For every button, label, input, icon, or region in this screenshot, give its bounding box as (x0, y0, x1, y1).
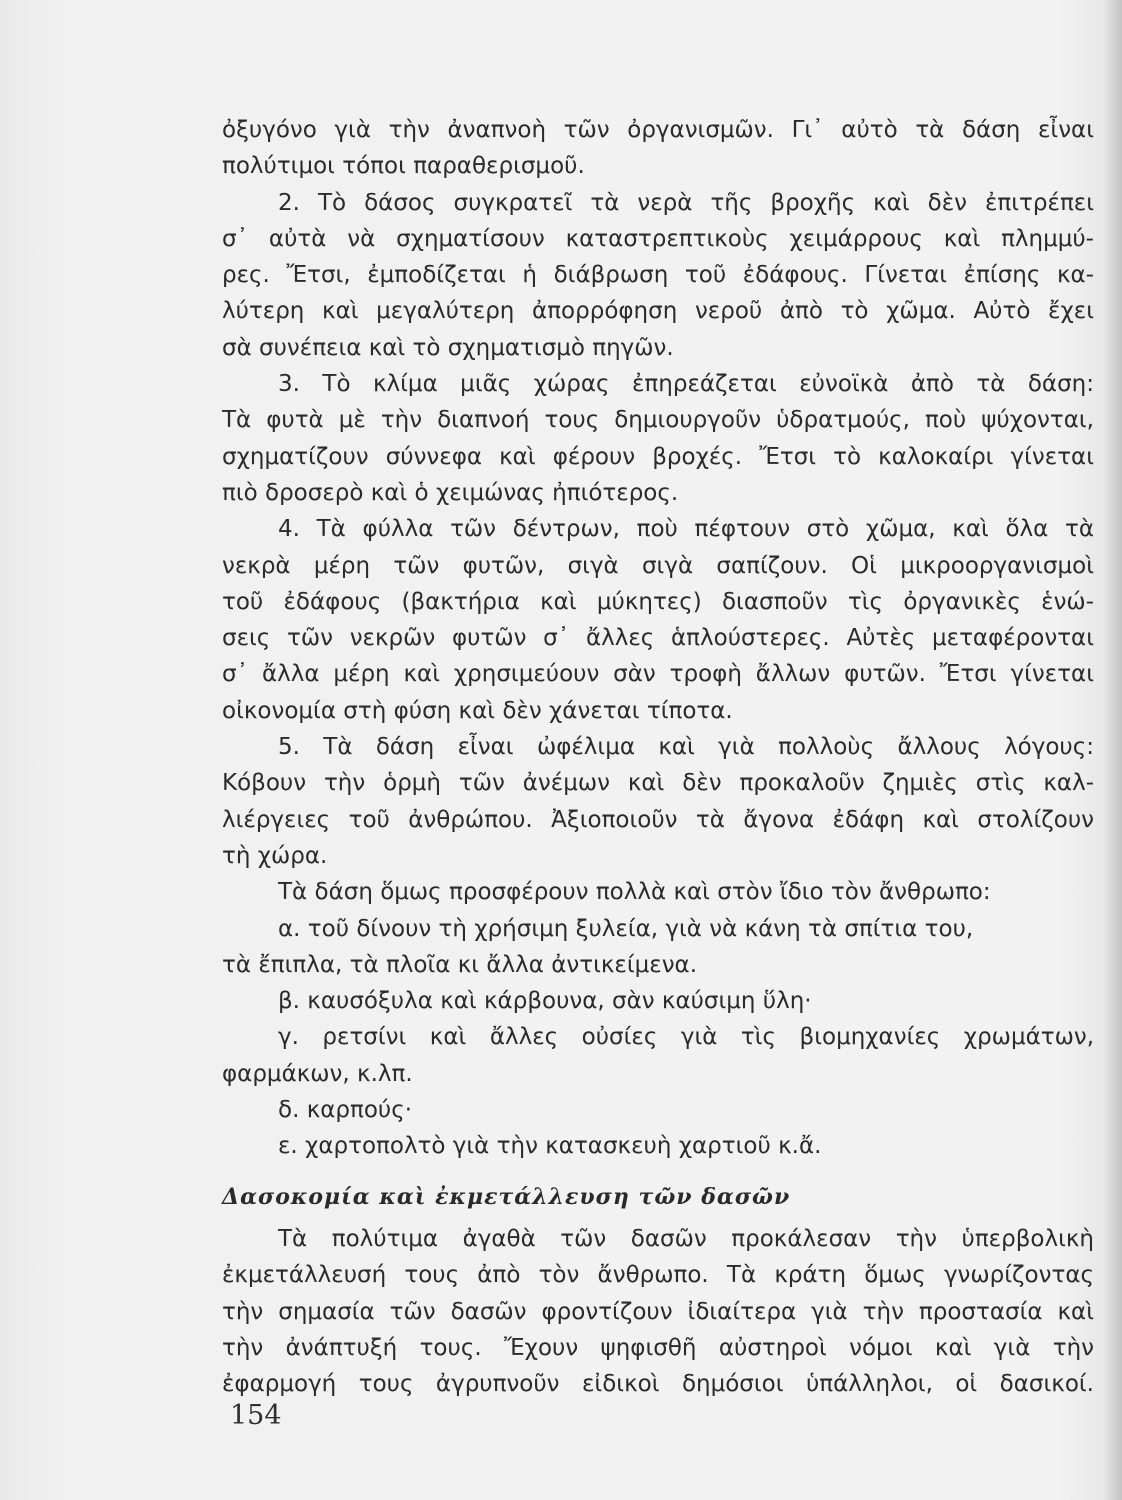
text-line: 3. Τὸ κλίμα μιᾶς χώρας ἐπηρεάζεται εὐνοϊκὰ ἀπὸ τὰ δάση: (278, 371, 1094, 398)
text-line: τὴν ἀνάπτυξή τους. Ἔχουν ψηφισθῆ αὐστηροὶ νόμοι καὶ γιὰ τὴν (222, 1334, 1094, 1361)
list-item: ε. χαρτοπολτὸ γιὰ τὴν κατασκευὴ χαρτιοῦ κ.ἄ. (278, 1133, 822, 1160)
text-line: Τὰ δάση ὅμως προσφέρουν πολλὰ καὶ στὸν ἴδιο τὸν ἄνθρωπο: (278, 879, 991, 906)
text-line: λύτερη καὶ μεγαλύτερη ἀπορρόφηση νεροῦ ἀπὸ τὸ χῶμα. Αὐτὸ ἔχει (222, 298, 1094, 325)
text-line: τὴ χώρα. (222, 842, 328, 869)
section-heading: Δασοκομία καὶ ἐκμετάλλευση τῶν δασῶν (222, 1183, 791, 1210)
text-line: σχηματίζουν σύννεφα καὶ φέρουν βροχές. Ἔτσι τὸ καλοκαίρι γίνεται (222, 443, 1094, 470)
text-line: ὀξυγόνο γιὰ τὴν ἀναπνοὴ τῶν ὀργανισμῶν. Γι᾽ αὐτὸ τὰ δάση εἶναι (222, 117, 1094, 143)
text-line: ρες. Ἔτσι, ἐμποδίζεται ἡ διάβρωση τοῦ ἐδάφους. Γίνεται ἐπίσης κα- (222, 262, 1094, 289)
text-line: σ᾽ ἄλλα μέρη καὶ χρησιμεύουν σὰν τροφὴ ἄλλων φυτῶν. Ἔτσι γίνεται (222, 661, 1094, 688)
text-line: σεις τῶν νεκρῶν φυτῶν σ᾽ ἄλλες ἁπλούστερες. Αὐτὲς μεταφέρονται (222, 625, 1094, 652)
list-item: γ. ρετσίνι καὶ ἄλλες οὐσίες γιὰ τὶς βιομηχανίες χρωμάτων, (278, 1024, 1094, 1051)
text-line: πιὸ δροσερὸ καὶ ὁ χειμώνας ἠπιότερος. (222, 479, 679, 506)
text-line: ἐφαρμογή τους ἀγρυπνοῦν εἰδικοὶ δημόσιοι ὑπάλληλοι, οἱ δασικοί. (222, 1371, 1094, 1398)
text-line: Κόβουν τὴν ὁρμὴ τῶν ἀνέμων καὶ δὲν προκαλοῦν ζημιὲς στὶς καλ- (222, 770, 1094, 797)
list-item: δ. καρπούς· (278, 1097, 413, 1124)
text-line: Τὰ φυτὰ μὲ τὴν διαπνοή τους δημιουργοῦν ὑδρατμούς, ποὺ ψύχονται, (222, 407, 1094, 434)
text-line: οἰκονομία στὴ φύση καὶ δὲν χάνεται τίποτα. (222, 697, 733, 724)
text-line: 5. Τὰ δάση εἶναι ὠφέλιμα καὶ γιὰ πολλοὺς ἄλλους λόγους: (278, 734, 1094, 761)
text-line: Τὰ πολύτιμα ἀγαθὰ τῶν δασῶν προκάλεσαν τὴν ὑπερβολικὴ (278, 1225, 1094, 1252)
text-line: πολύτιμοι τόποι παραθερισμοῦ. (222, 153, 585, 180)
text-line: τὴν σημασία τῶν δασῶν φροντίζουν ἰδιαίτερα γιὰ τὴν προστασία καὶ (222, 1298, 1094, 1325)
text-line: σὰ συνέπεια καὶ τὸ σχηματισμὸ πηγῶν. (222, 334, 674, 361)
text-line: τὰ ἔπιπλα, τὰ πλοῖα κι ἄλλα ἀντικείμενα. (222, 951, 698, 978)
text-line: ἐκμετάλλευσή τους ἀπὸ τὸν ἄνθρωπο. Τὰ κράτη ὅμως γνωρίζοντας (222, 1262, 1094, 1289)
text-line: φαρμάκων, κ.λπ. (222, 1060, 413, 1087)
page-number: 154 (230, 1400, 282, 1431)
text-line: νεκρὰ μέρη τῶν φυτῶν, σιγὰ σιγὰ σαπίζουν. Οἱ μικροοργανισμοὶ (222, 552, 1094, 579)
page-text (222, 112, 1094, 1402)
text-line: λιέργειες τοῦ ἀνθρώπου. Ἀξιοποιοῦν τὰ ἄγονα ἐδάφη καὶ στολίζουν (222, 806, 1094, 833)
text-line: 4. Τὰ φύλλα τῶν δέντρων, ποὺ πέφτουν στὸ χῶμα, καὶ ὅλα τὰ (278, 516, 1094, 543)
text-line: 2. Τὸ δάσος συγκρατεῖ τὰ νερὰ τῆς βροχῆς καὶ δὲν ἐπιτρέπει (278, 189, 1094, 216)
text-line: τοῦ ἐδάφους (βακτήρια καὶ μύκητες) διασποῦν τὶς ὀργανικὲς ἑνώ- (222, 588, 1094, 615)
page-edge-shadow (1104, 0, 1122, 1500)
list-item: α. τοῦ δίνουν τὴ χρήσιμη ξυλεία, γιὰ νὰ κάνη τὰ σπίτια του, (278, 915, 974, 942)
text-line: σ᾽ αὐτὰ νὰ σχηματίσουν καταστρεπτικοὺς χειμάρρους καὶ πλημμύ- (222, 225, 1094, 252)
list-item: β. καυσόξυλα καὶ κάρβουνα, σὰν καύσιμη ὕλη· (278, 988, 812, 1015)
